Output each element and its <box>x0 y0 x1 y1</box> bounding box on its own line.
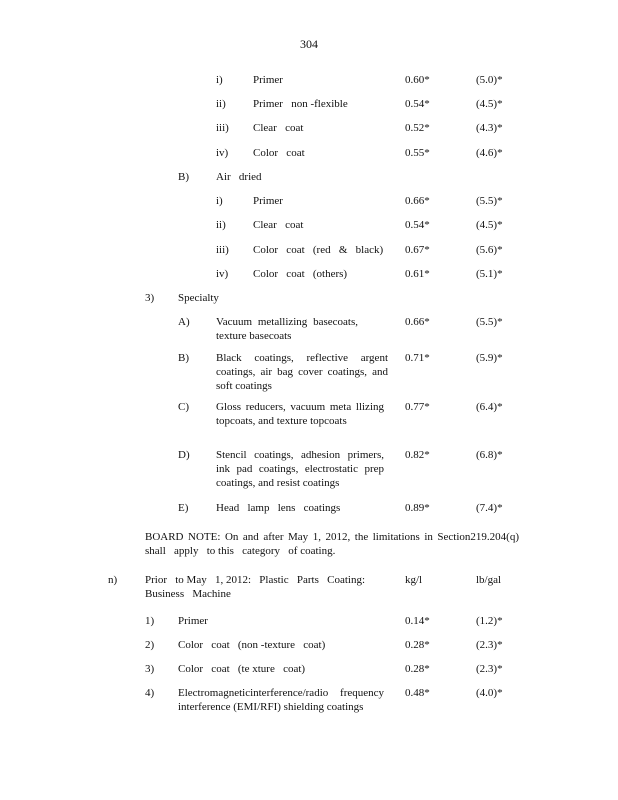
lb-value: (4.0)* <box>476 687 503 699</box>
item-letter: B) <box>178 352 189 364</box>
section-letter: n) <box>108 574 118 586</box>
item-number: i) <box>216 195 223 207</box>
item-label: Clear coat <box>253 219 304 231</box>
lb-value: (6.4)* <box>476 401 503 413</box>
item-label: Head lamp lens coatings <box>216 502 341 514</box>
item-number: ii) <box>216 98 226 110</box>
item-label: Stencil coatings, adhesion primers, ink pad coatings, electrostatic prep coatings, and resist coatings <box>216 449 384 489</box>
section-title: Business Machine <box>145 588 231 600</box>
lb-value: (5.9)* <box>476 352 503 364</box>
item-label: Vacuum metallizing basecoats, texture basecoats <box>216 316 358 342</box>
kg-value: 0.67* <box>405 244 430 256</box>
page-number: 304 <box>300 37 318 51</box>
item-label: Primer <box>253 195 283 207</box>
item-number: 3) <box>145 663 155 675</box>
item-label: Color coat (red & black) <box>253 244 384 256</box>
unit-header-lb: lb/gal <box>476 574 502 586</box>
lb-value: (5.5)* <box>476 316 503 328</box>
unit-header-kg: kg/l <box>405 574 423 586</box>
lb-value: (4.5)* <box>476 98 503 110</box>
kg-value: 0.14* <box>405 615 430 627</box>
item-letter: D) <box>178 449 190 461</box>
lb-value: (4.3)* <box>476 122 503 134</box>
lb-value: (5.5)* <box>476 195 503 207</box>
item-label: Clear coat <box>253 122 304 134</box>
kg-value: 0.60* <box>405 74 430 86</box>
kg-value: 0.66* <box>405 316 430 328</box>
item-label: Primer <box>178 615 208 627</box>
lb-value: (5.0)* <box>476 74 503 86</box>
item-letter: A) <box>178 316 190 328</box>
kg-value: 0.66* <box>405 195 430 207</box>
kg-value: 0.71* <box>405 352 430 364</box>
item-label: Black coatings, reflective argent coatings, air bag cover coatings, and soft coatings <box>216 352 388 392</box>
lb-value: (4.6)* <box>476 147 503 159</box>
board-note-line: BOARD NOTE: On and after May 1, 2012, the limitations in Section219.204(q) <box>145 531 519 543</box>
lb-value: (2.3)* <box>476 639 503 651</box>
item-label: Primer <box>253 74 283 86</box>
item-number: i) <box>216 74 223 86</box>
kg-value: 0.48* <box>405 687 430 699</box>
lb-value: (2.3)* <box>476 663 503 675</box>
item-number: iv) <box>216 268 229 280</box>
item-number: ii) <box>216 219 226 231</box>
item-number: 2) <box>145 639 155 651</box>
item-number: 4) <box>145 687 155 699</box>
item-number: iv) <box>216 147 229 159</box>
item-label: Electromagneticinterference/radio frequency interference (EMI/RFI) shielding coatings <box>178 687 384 713</box>
item-letter: E) <box>178 502 189 514</box>
item-label: Color coat (non -texture coat) <box>178 639 326 651</box>
kg-value: 0.28* <box>405 639 430 651</box>
section-number: 3) <box>145 292 155 304</box>
item-label: Primer non -flexible <box>253 98 348 110</box>
lb-value: (7.4)* <box>476 502 503 514</box>
item-letter: C) <box>178 401 189 413</box>
kg-value: 0.54* <box>405 219 430 231</box>
item-number: iii) <box>216 122 229 134</box>
kg-value: 0.28* <box>405 663 430 675</box>
section-title: Prior to May 1, 2012: Plastic Parts Coating: <box>145 574 365 586</box>
lb-value: (1.2)* <box>476 615 503 627</box>
lb-value: (5.1)* <box>476 268 503 280</box>
kg-value: 0.77* <box>405 401 430 413</box>
item-number: 1) <box>145 615 155 627</box>
kg-value: 0.61* <box>405 268 430 280</box>
kg-value: 0.55* <box>405 147 430 159</box>
board-note-line: shall apply to this category of coating. <box>145 545 336 557</box>
lb-value: (4.5)* <box>476 219 503 231</box>
item-label: Color coat <box>253 147 305 159</box>
item-label: Color coat (te xture coat) <box>178 663 306 675</box>
item-label: Color coat (others) <box>253 268 348 280</box>
subsection-letter: B) <box>178 171 189 183</box>
item-number: iii) <box>216 244 229 256</box>
lb-value: (5.6)* <box>476 244 503 256</box>
kg-value: 0.82* <box>405 449 430 461</box>
subsection-title: Air dried <box>216 171 262 183</box>
kg-value: 0.89* <box>405 502 430 514</box>
section-title: Specialty <box>178 292 219 304</box>
board-note <box>145 530 519 558</box>
lb-value: (6.8)* <box>476 449 503 461</box>
kg-value: 0.54* <box>405 98 430 110</box>
kg-value: 0.52* <box>405 122 430 134</box>
item-label: Gloss reducers, vacuum meta llizing topcoats, and texture topcoats <box>216 401 384 427</box>
